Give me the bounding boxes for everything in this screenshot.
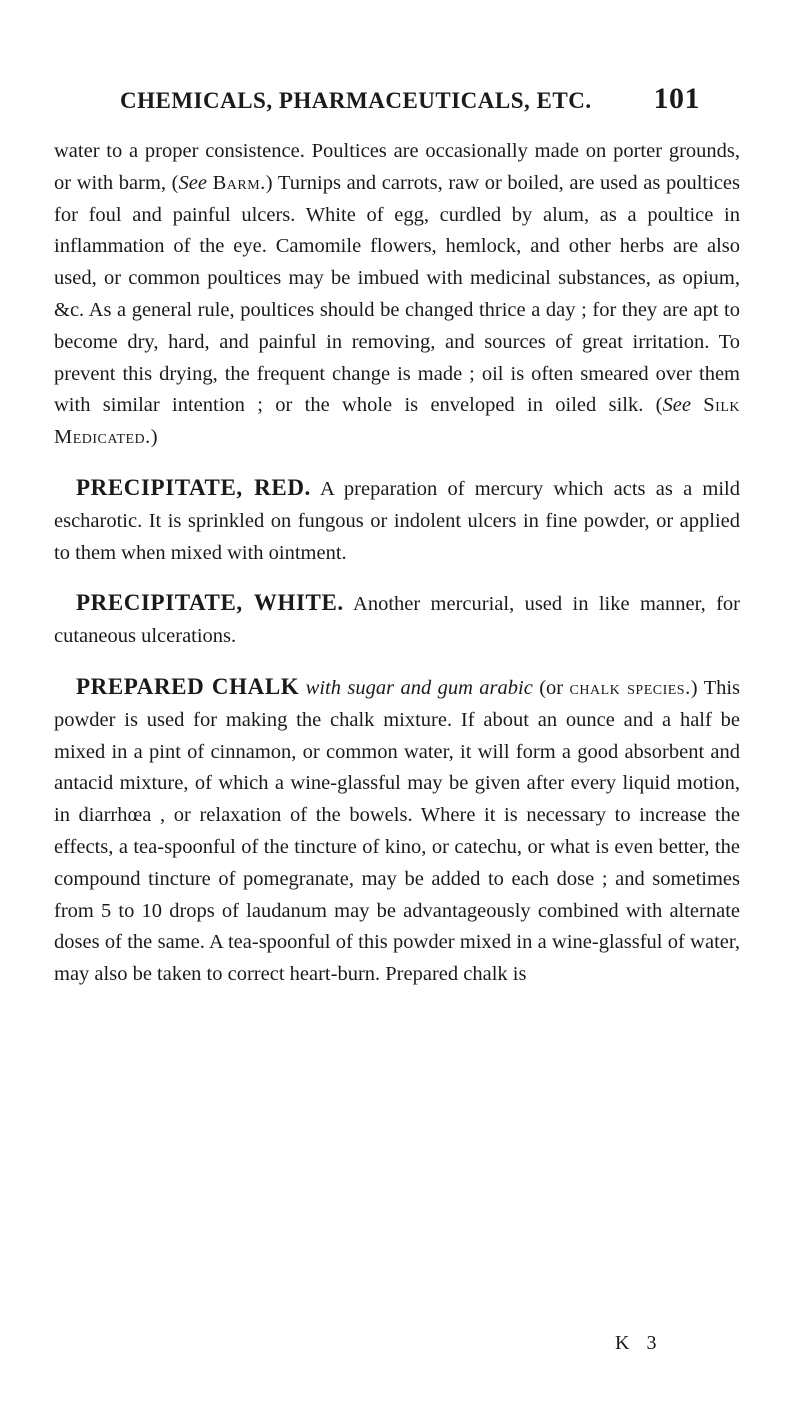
entry-headword: PRECIPITATE, RED. <box>76 474 311 500</box>
entry-precipitate-red <box>54 472 740 569</box>
see-reference-label: See <box>178 171 207 194</box>
see-reference-label: See <box>662 394 691 417</box>
cross-reference-chalk-species: chalk species. <box>569 676 691 699</box>
text-run: (or <box>539 676 564 699</box>
running-head-title: CHEMICALS, PHARMACEUTICALS, ETC. <box>120 88 592 113</box>
entry-precipitate-white <box>54 587 740 653</box>
entry-headword: PRECIPITATE, WHITE. <box>76 590 344 616</box>
entry-headword: PREPARED CHALK <box>76 673 300 699</box>
cross-reference-barm: Barm. <box>212 171 266 194</box>
entry-text: A preparation of mercury which acts as a mild escharotic. It is sprinkled on fungous or indolent ulcers in fine powder, or applied to them when mixed with ointment. <box>54 477 740 564</box>
entry-prepared-chalk <box>54 671 740 991</box>
entry-text: ) This powder is used for making the chalk mixture. If about an ounce and a half be mixed in a pint of cinnamon, or common water, it will form a good absorbent and antacid mixture, of which a wine-glassful may be given after every liquid motion, in diarrhœa , or relaxation of the bowels. Where it is necessary to increase the effects, a tea-spoonful of the tincture of kino, or catechu, or what is even better, the compound tincture of pomegranate, may be added to each dose ; and sometimes from 5 to 10 drops of laudanum may be advantageously combined with alternate doses of the same. A tea-spoonful of this powder mixed in a wine-glassful of water, may also be taken to correct heart-burn. Prepared chalk is <box>54 676 741 986</box>
cross-reference-silk-medicated: Silk Medicated. <box>54 394 740 449</box>
entry-text: Another mercurial, used in like manner, for cutaneous ulcerations. <box>54 593 740 648</box>
running-head <box>120 82 700 115</box>
text-run: ) <box>150 426 158 449</box>
signature-mark: K 3 <box>615 1332 663 1354</box>
text-run: water to a proper consistence. Poultices are occasionally made on porter grounds, or with barm, ( <box>54 140 740 194</box>
entry-qualifier: with sugar and gum arabic <box>305 676 533 699</box>
continued-paragraph <box>54 136 740 454</box>
body-text <box>54 136 740 991</box>
text-run: ) Turnips and carrots, raw or boiled, are used as poultices for foul and painful ulcers. White of egg, curdled by alum, as a poultice in inflammation of the eye. Camomile flowers, hemlock, and other herbs are also used, or common poultices may be imbued with medicinal substances, as opium, &c. As a general rule, poultices should be changed thrice a day ; for they are apt to become dry, hard, and painful in removing, and sources of great irritation. To prevent this drying, the frequent change is made ; oil is often smeared over them with similar intention ; or the whole is enveloped in oiled silk. ( <box>54 171 740 417</box>
page-number: 101 <box>653 82 700 115</box>
